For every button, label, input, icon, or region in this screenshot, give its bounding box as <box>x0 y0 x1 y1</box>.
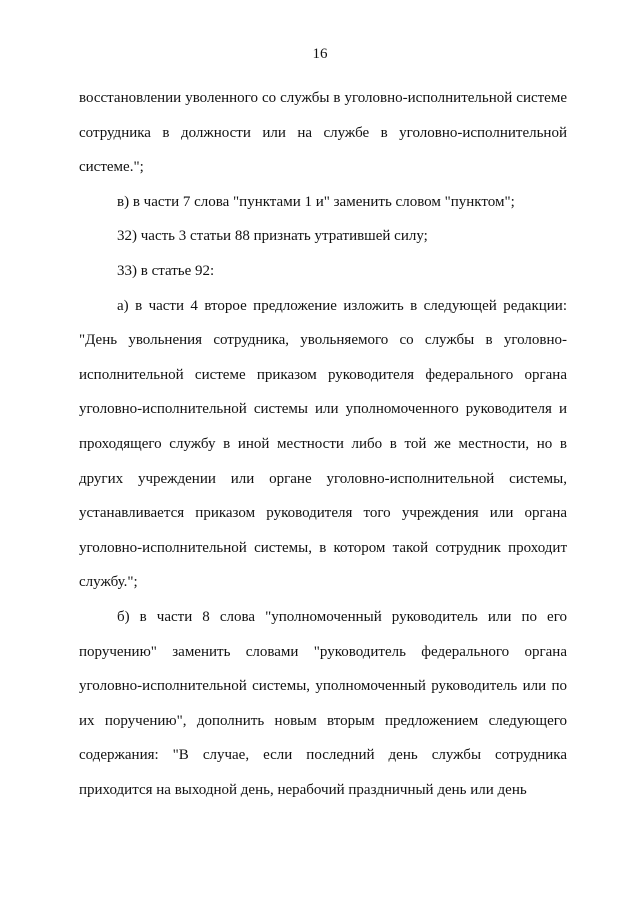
paragraph-item-v: в) в части 7 слова "пунктами 1 и" заменить словом "пунктом"; <box>117 193 515 210</box>
document-body <box>79 81 567 807</box>
paragraph-item-a: а) в части 4 второе предложение изложить в следующей редакции: "День увольнения сотрудника, увольняемого со службы в уголовно-исполнительной системе приказом руководителя федерального органа уголовно-исполнительной системы или уполномоченного руководителя и проходящего службу в иной местности либо в той же местности, но в других учреждении или органе уголовно-исполнительной системы, устанавливается приказом руководителя того учреждения или органа уголовно-исполнительной системы, в котором такой сотрудник проходит службу."; <box>79 297 567 591</box>
paragraph-item-32: 32) часть 3 статьи 88 признать утратившей силу; <box>117 228 428 245</box>
paragraph-item-b: б) в части 8 слова "уполномоченный руководитель или по его поручению" заменить словами "руководитель федерального органа уголовно-исполнительной системы, уполномоченный руководитель или по их поручению", дополнить новым вторым предложением следующего содержания: "В случае, если последний день службы сотрудника приходится на выходной день, нерабочий праздничный день или день <box>79 608 567 798</box>
paragraph-continuation: восстановлении уволенного со службы в уголовно-исполнительной системе сотрудника в должности или на службе в уголовно-исполнительной системе."; <box>79 90 567 176</box>
page-number: 16 <box>312 46 328 62</box>
paragraph-item-33: 33) в статье 92: <box>117 262 215 279</box>
